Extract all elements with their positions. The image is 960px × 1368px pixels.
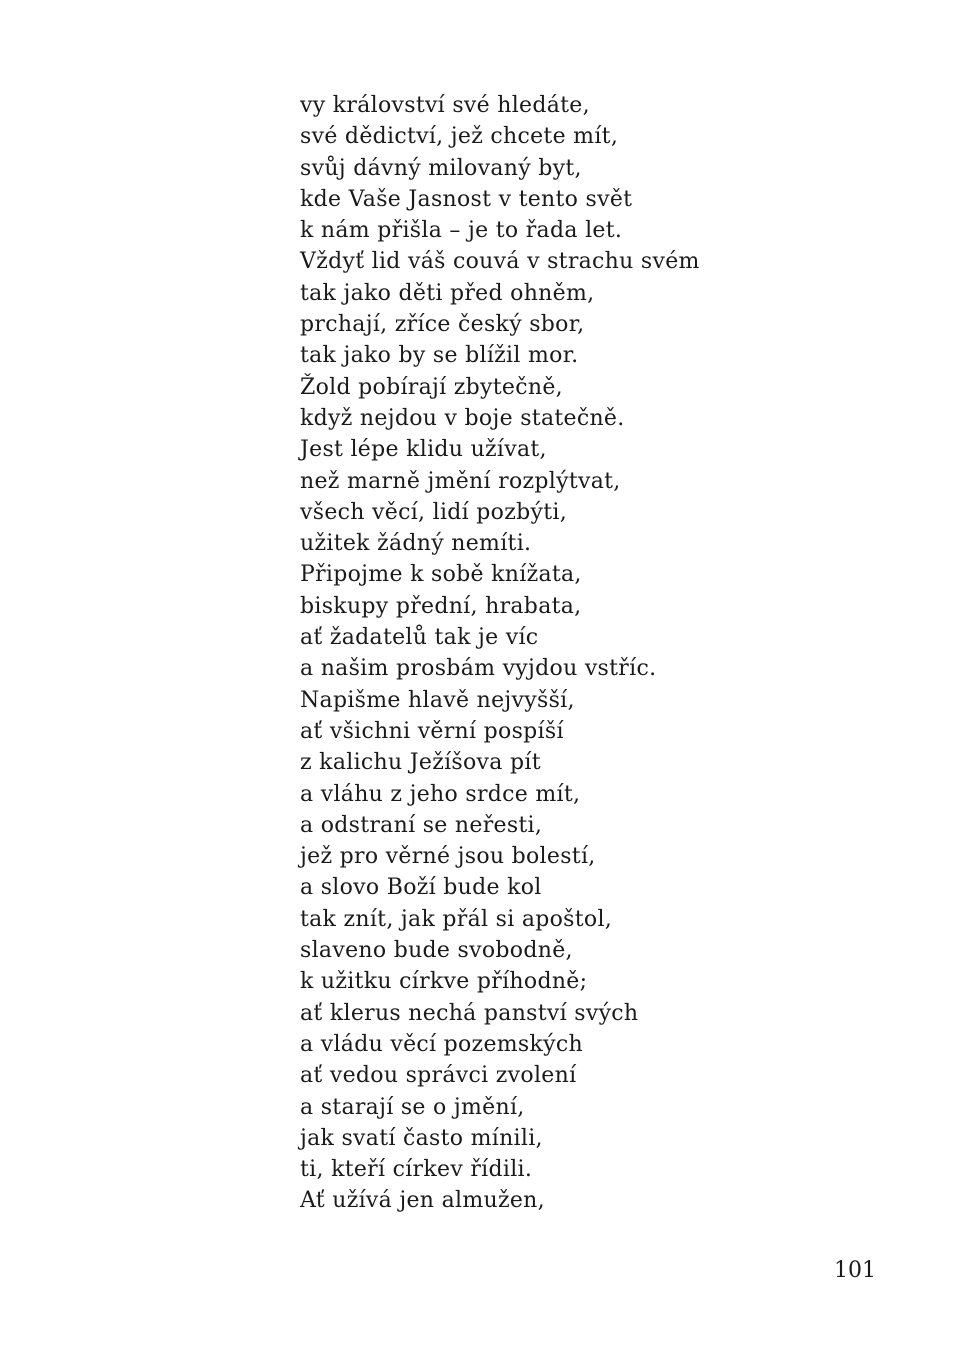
poem-line: Připojme k sobě knížata,: [300, 562, 582, 588]
poem-line: Napišme hlavě nejvyšší,: [300, 687, 575, 713]
page-number: 101: [834, 1258, 876, 1283]
poem-line: Žold pobírají zbytečně,: [300, 374, 563, 400]
poem-line: a vládu věcí pozemských: [300, 1031, 583, 1057]
poem-line: jež pro věrné jsou bolestí,: [300, 844, 596, 870]
poem-line: tak jako by se blížil mor.: [300, 343, 579, 369]
poem-line: své dědictví, jež chcete mít,: [300, 124, 619, 150]
poem-line: biskupy přední, hrabata,: [300, 593, 582, 619]
poem-line: k nám přišla – je to řada let.: [300, 218, 623, 244]
poem-line: Jest lépe klidu užívat,: [300, 437, 547, 463]
poem-line: ať klerus nechá panství svých: [300, 1000, 639, 1026]
poem-line: kde Vaše Jasnost v tento svět: [300, 186, 633, 212]
poem-line: a vláhu z jeho srdce mít,: [300, 781, 581, 807]
poem-line: z kalichu Ježíšova pít: [300, 750, 541, 776]
poem-line: Ať užívá jen almužen,: [300, 1188, 545, 1214]
poem-line: vy království své hledáte,: [300, 93, 590, 118]
poem-line: tak jako děti před ohněm,: [300, 280, 595, 306]
poem-line: než marně jmění rozplýtvat,: [300, 468, 621, 494]
poem-line: tak znít, jak přál si apoštol,: [300, 906, 613, 932]
poem-line: jak svatí často mínili,: [300, 1125, 543, 1151]
poem-line: a našim prosbám vyjdou vstříc.: [300, 656, 657, 682]
poem-line: a odstraní se neřesti,: [300, 812, 543, 838]
poem-line: užitek žádný nemíti.: [300, 531, 532, 557]
poem-line: Vždyť lid váš couvá v strachu svém: [300, 249, 700, 275]
poem-line: svůj dávný milovaný byt,: [300, 155, 582, 181]
poem-line: všech věcí, lidí pozbýti,: [300, 499, 567, 525]
poem-line: a starají se o jmění,: [300, 1094, 525, 1120]
poem-line: ať žadatelů tak je víc: [300, 625, 539, 651]
poem-line: když nejdou v boje statečně.: [300, 405, 625, 431]
poem-text: [300, 90, 700, 1217]
poem-line: slaveno bude svobodně,: [300, 938, 573, 964]
poem-line: k užitku církve příhodně;: [300, 969, 588, 995]
poem-line: a slovo Boží bude kol: [300, 875, 542, 901]
poem-line: ať vedou správci zvolení: [300, 1063, 577, 1089]
poem-line: prchají, zříce český sbor,: [300, 312, 585, 338]
poem-line: ti, kteří církev řídili.: [300, 1157, 533, 1183]
poem-line: ať všichni věrní pospíší: [300, 718, 564, 744]
